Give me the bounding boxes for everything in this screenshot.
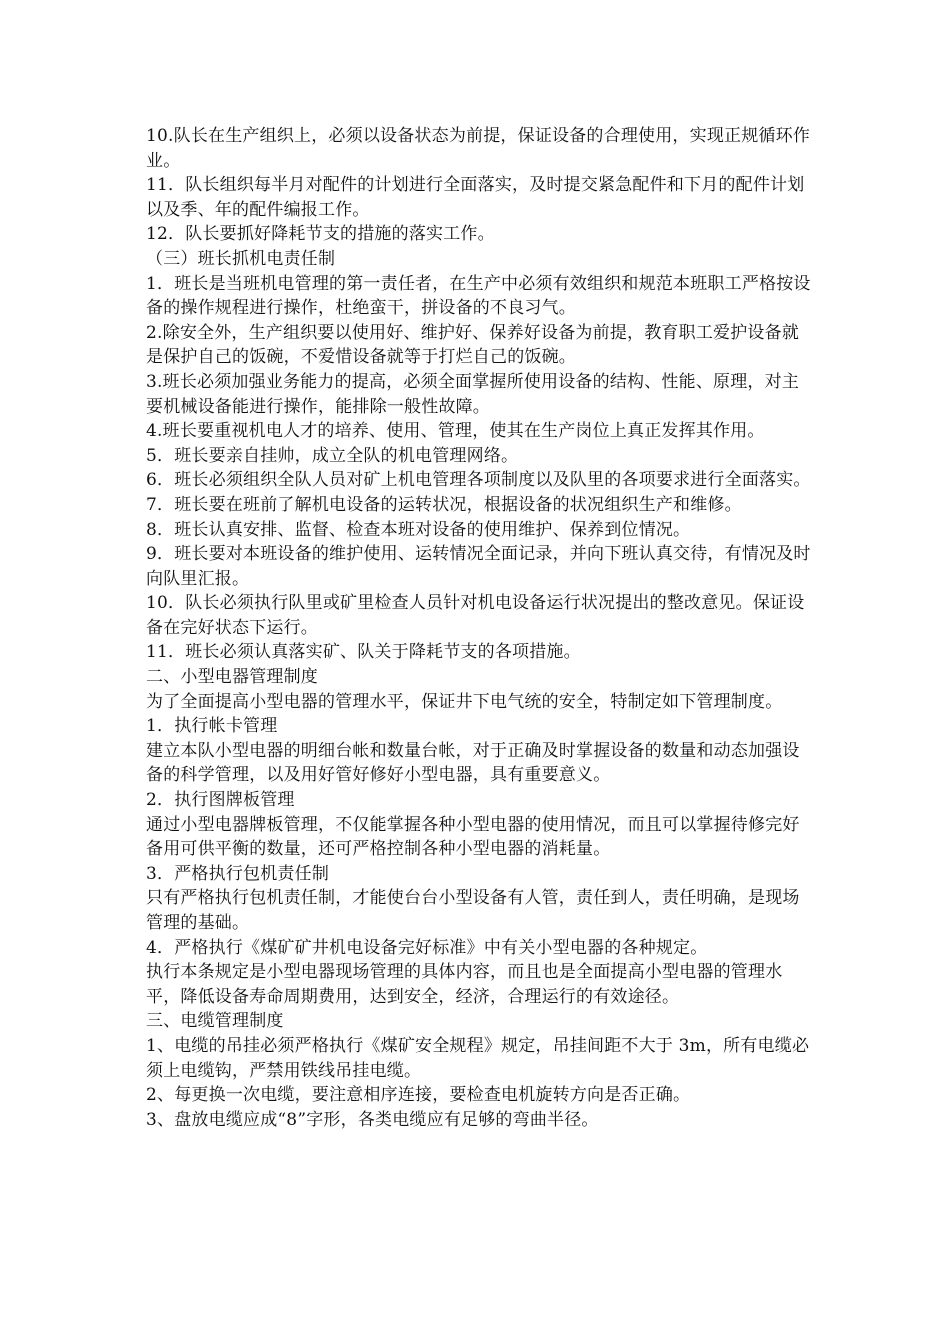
section-heading: （三）班长抓机电责任制 — [146, 248, 336, 269]
subheading: 3．严格执行包机责任制 — [146, 863, 330, 884]
paragraph: 建立本队小型电器的明细台帐和数量台帐，对于正确及时掌握设备的数量和动态加强设备的科学管理，以及用好管好修好小型电器，具有重要意义。 — [146, 740, 800, 786]
paragraph: 7．班长要在班前了解机电设备的运转状况，根据设备的状况组织生产和维修。 — [146, 494, 742, 515]
paragraph: 6．班长必须组织全队人员对矿上机电管理各项制度以及队里的各项要求进行全面落实。 — [146, 470, 811, 491]
section-heading: 二、小型电器管理制度 — [146, 667, 318, 688]
paragraph: 11．队长组织每半月对配件的计划进行全面落实，及时提交紧急配件和下月的配件计划以及季、年的配件编报工作。 — [146, 175, 805, 220]
paragraph: 2.除安全外，生产组织要以使用好、维护好、保养好设备为前提，教育职工爱护设备就是保护自己的饭碗，不爱惜设备就等于打烂自己的饭碗。 — [146, 322, 800, 368]
document-body — [146, 124, 816, 1132]
paragraph: 3、盘放电缆应成“8”字形，各类电缆应有足够的弯曲半径。 — [146, 1109, 599, 1130]
paragraph: 执行本条规定是小型电器现场管理的具体内容，而且也是全面提高小型电器的管理水平，降低设备寿命周期费用，达到安全，经济，合理运行的有效途径。 — [146, 962, 783, 1007]
paragraph: 12．队长要抓好降耗节支的措施的落实工作。 — [146, 224, 495, 245]
paragraph: 1．班长是当班机电管理的第一责任者，在生产中必须有效组织和规范本班职工严格按设备的操作规程进行操作，杜绝蛮干，拼设备的不良习气。 — [146, 273, 811, 319]
paragraph: 4.班长要重视机电人才的培养、使用、管理，使其在生产岗位上真正发挥其作用。 — [146, 421, 765, 442]
paragraph: 11．班长必须认真落实矿、队关于降耗节支的各项措施。 — [146, 642, 581, 663]
subheading: 1．执行帐卡管理 — [146, 716, 278, 737]
paragraph: 只有严格执行包机责任制，才能使台台小型设备有人管，责任到人，责任明确，是现场管理的基础。 — [146, 888, 800, 933]
subheading: 4．严格执行《煤矿矿井机电设备完好标准》中有关小型电器的各种规定。 — [146, 937, 708, 958]
section-heading: 三、电缆管理制度 — [146, 1011, 284, 1032]
paragraph: 3.班长必须加强业务能力的提高，必须全面掌握所使用设备的结构、性能、原理，对主要机械设备能进行操作，能排除一般性故障。 — [146, 371, 800, 417]
paragraph: 8．班长认真安排、监督、检查本班对设备的使用维护、保养到位情况。 — [146, 519, 691, 540]
paragraph: 为了全面提高小型电器的管理水平，保证井下电气统的安全，特制定如下管理制度。 — [146, 691, 783, 712]
subheading: 2．执行图牌板管理 — [146, 790, 295, 811]
paragraph: 通过小型电器牌板管理，不仅能掌握各种小型电器的使用情况，而且可以掌握待修完好备用可供平衡的数量，还可严格控制各种小型电器的消耗量。 — [146, 814, 800, 860]
paragraph: 1、电缆的吊挂必须严格执行《煤矿安全规程》规定，吊挂间距不大于 3m，所有电缆必须上电缆钩，严禁用铁线吊挂电缆。 — [146, 1035, 810, 1081]
paragraph: 9．班长要对本班设备的维护使用、运转情况全面记录，并向下班认真交待，有情况及时向队里汇报。 — [146, 544, 811, 589]
paragraph: 2、每更换一次电缆，要注意相序连接，要检查电机旋转方向是否正确。 — [146, 1085, 691, 1106]
paragraph: 10.队长在生产组织上，必须以设备状态为前提，保证设备的合理使用，实现正规循环作业。 — [146, 126, 811, 171]
paragraph: 5．班长要亲自挂帅，成立全队的机电管理网络。 — [146, 445, 519, 466]
paragraph: 10．队长必须执行队里或矿里检查人员针对机电设备运行状况提出的整改意见。保证设备在完好状态下运行。 — [146, 593, 805, 638]
